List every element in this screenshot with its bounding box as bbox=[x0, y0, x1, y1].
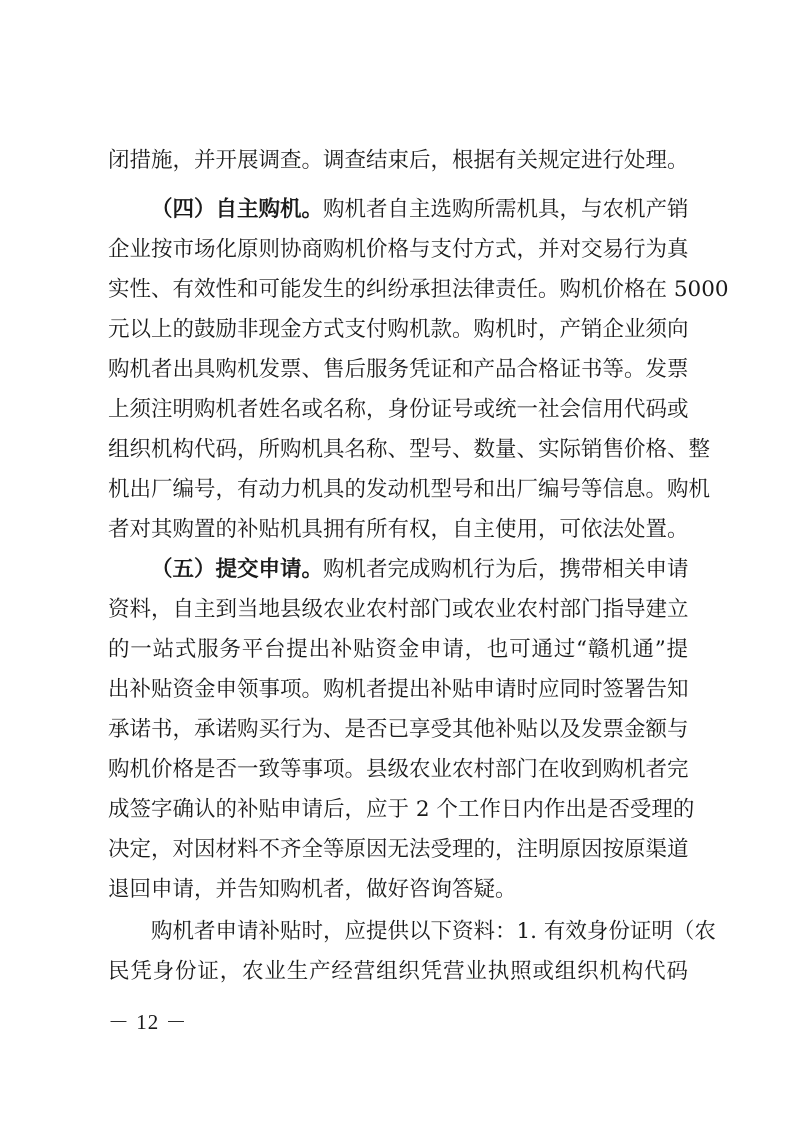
text-run: 承诺书，承诺购买行为、是否已享受其他补贴以及发票金额与 bbox=[108, 717, 689, 742]
text-run: 者对其购置的补贴机具拥有所有权，自主使用，可依法处置。 bbox=[108, 517, 689, 542]
text-line-20 bbox=[151, 918, 716, 946]
page-number: － 12 － bbox=[108, 1010, 188, 1034]
text-line-14 bbox=[108, 676, 688, 704]
text-run: 民凭身份证，农业生产经营组织凭营业执照或组织机构代码 bbox=[108, 959, 688, 984]
text-line-6 bbox=[108, 356, 688, 384]
text-run: 企业按市场化原则协商购机价格与支付方式，并对交易行为真 bbox=[108, 237, 689, 262]
text-line-21 bbox=[108, 958, 688, 986]
text-run: 上须注明购机者姓名或名称，身份证号或统一社会信用代码或 bbox=[108, 397, 689, 422]
text-line-19 bbox=[108, 876, 688, 904]
text-run: 机出厂编号，有动力机具的发动机型号和出厂编号等信息。购机 bbox=[108, 477, 711, 502]
text-line-11 bbox=[151, 556, 688, 584]
text-line-2 bbox=[151, 196, 688, 224]
text-run: 购机者自主选购所需机具，与农机产销 bbox=[323, 197, 689, 222]
text-run: 退回申请，并告知购机者，做好咨询答疑。 bbox=[108, 877, 517, 902]
section-heading-5: （五）提交申请。 bbox=[151, 557, 324, 582]
text-line-4 bbox=[108, 276, 729, 304]
text-line-16 bbox=[108, 756, 688, 784]
text-run: 购机者申请补贴时，应提供以下资料：1. 有效身份证明（农 bbox=[151, 919, 716, 944]
section-heading-4: （四）自主购机。 bbox=[151, 197, 324, 222]
text-line-1 bbox=[108, 147, 688, 175]
text-run: 购机价格是否一致等事项。县级农业农村部门在收到购机者完 bbox=[108, 757, 689, 782]
text-run: 成签字确认的补贴申请后，应于 2 个工作日内作出是否受理的 bbox=[108, 797, 695, 822]
text-line-18 bbox=[108, 836, 688, 864]
text-run: 购机者出具购机发票、售后服务凭证和产品合格证书等。发票 bbox=[108, 357, 689, 382]
text-run: 的一站式服务平台提出补贴资金申请，也可通过“赣机通”提 bbox=[108, 637, 688, 662]
text-line-7 bbox=[108, 396, 688, 424]
text-line-9 bbox=[108, 476, 711, 504]
text-line-15 bbox=[108, 716, 688, 744]
text-run: 元以上的鼓励非现金方式支付购机款。购机时，产销企业须向 bbox=[108, 317, 689, 342]
text-run: 决定，对因材料不齐全等原因无法受理的，注明原因按原渠道 bbox=[108, 837, 689, 862]
text-run: 闭措施，并开展调查。调查结束后，根据有关规定进行处理。 bbox=[108, 148, 689, 173]
text-run: 购机者完成购机行为后，携带相关申请 bbox=[323, 557, 689, 582]
text-run: 组织机构代码，所购机具名称、型号、数量、实际销售价格、整 bbox=[108, 437, 711, 462]
text-line-17 bbox=[108, 796, 695, 824]
text-run: 出补贴资金申领事项。购机者提出补贴申请时应同时签署告知 bbox=[108, 677, 689, 702]
text-line-13 bbox=[108, 636, 688, 664]
text-line-12 bbox=[108, 596, 688, 624]
text-run: 实性、有效性和可能发生的纠纷承担法律责任。购机价格在 5000 bbox=[108, 277, 729, 302]
text-line-10 bbox=[108, 516, 688, 544]
text-line-5 bbox=[108, 316, 688, 344]
text-run: 资料，自主到当地县级农业农村部门或农业农村部门指导建立 bbox=[108, 597, 689, 622]
text-line-8 bbox=[108, 436, 711, 464]
text-line-3 bbox=[108, 236, 688, 264]
